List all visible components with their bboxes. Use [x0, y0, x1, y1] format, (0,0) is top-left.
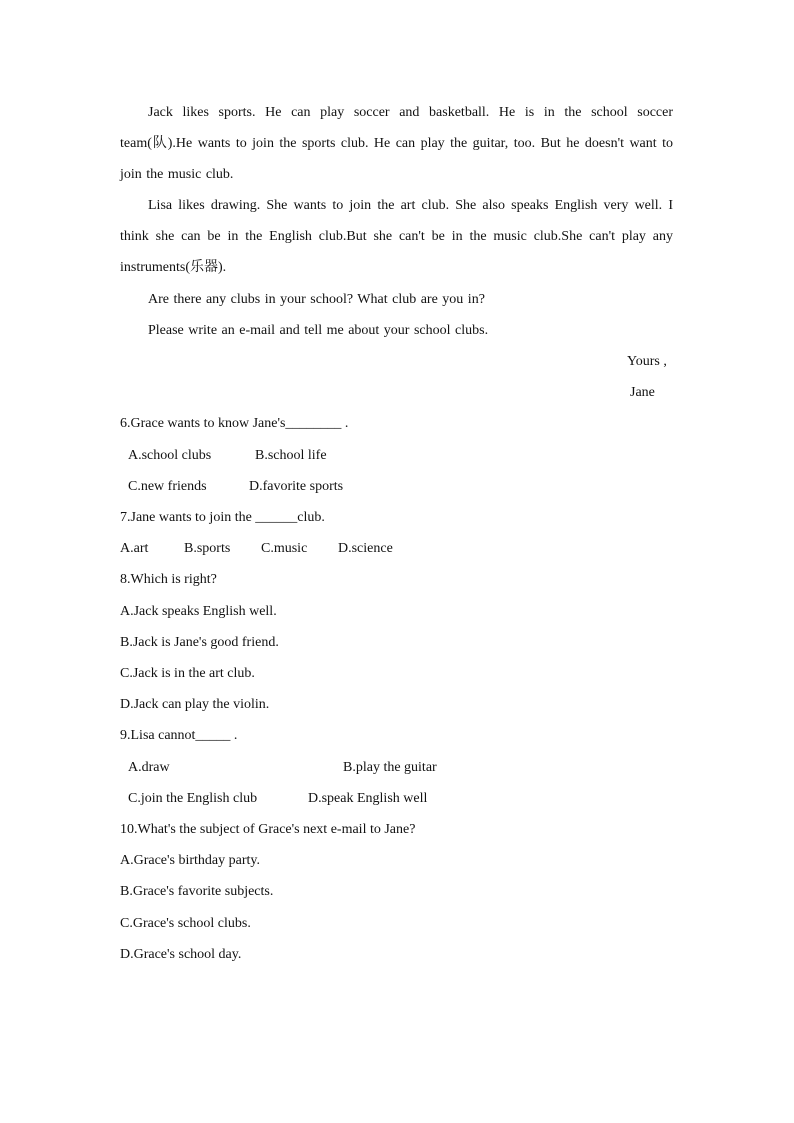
question-6-stem: 6.Grace wants to know Jane's________ .: [120, 416, 349, 431]
question-7-option-a: A.art: [120, 541, 149, 556]
question-8-option-a: A.Jack speaks English well.: [120, 604, 277, 619]
question-9-stem: 9.Lisa cannot_____ .: [120, 728, 238, 743]
question-9-option-d: D.speak English well: [308, 791, 428, 806]
question-10-option-c: C.Grace's school clubs.: [120, 916, 251, 931]
question-8-option-d: D.Jack can play the violin.: [120, 697, 270, 712]
letter-closing: Yours ,: [627, 354, 667, 369]
question-6-option-b: B.school life: [255, 448, 327, 463]
question-10-option-a: A.Grace's birthday party.: [120, 853, 261, 868]
question-7-stem: 7.Jane wants to join the ______club.: [120, 510, 325, 525]
question-7-option-d: D.science: [338, 541, 393, 556]
question-7-option-b: B.sports: [184, 541, 231, 556]
question-6-option-c: C.new friends: [128, 479, 207, 494]
question-8-option-b: B.Jack is Jane's good friend.: [120, 635, 279, 650]
question-10-stem: 10.What's the subject of Grace's next e-mail to Jane?: [120, 822, 416, 837]
question-6-option-d: D.favorite sports: [249, 479, 344, 494]
question-10-option-d: D.Grace's school day.: [120, 947, 242, 962]
passage-paragraph-lisa: Lisa likes drawing. She wants to join the art club. She also speaks English very well. I think she can be in the English club.But she can't be in the music club.She can't play any instruments(乐器).: [120, 198, 673, 276]
question-8-stem: 8.Which is right?: [120, 572, 217, 587]
passage-paragraph-question: Are there any clubs in your school? What club are you in?: [148, 292, 485, 307]
question-10-option-b: B.Grace's favorite subjects.: [120, 884, 274, 899]
question-9-option-a: A.draw: [128, 760, 170, 775]
question-8-option-c: C.Jack is in the art club.: [120, 666, 255, 681]
question-6-option-a: A.school clubs: [128, 448, 212, 463]
letter-signature: Jane: [630, 385, 655, 400]
passage-paragraph-jack: Jack likes sports. He can play soccer and basketball. He is in the school soccer team(队).He wants to join the sports club. He can play the guitar, too. But he doesn't want to join the music club.: [120, 105, 673, 183]
passage-paragraph-request: Please write an e-mail and tell me about your school clubs.: [148, 323, 489, 338]
question-9-option-b: B.play the guitar: [343, 760, 437, 775]
question-9-option-c: C.join the English club: [128, 791, 258, 806]
question-7-option-c: C.music: [261, 541, 308, 556]
